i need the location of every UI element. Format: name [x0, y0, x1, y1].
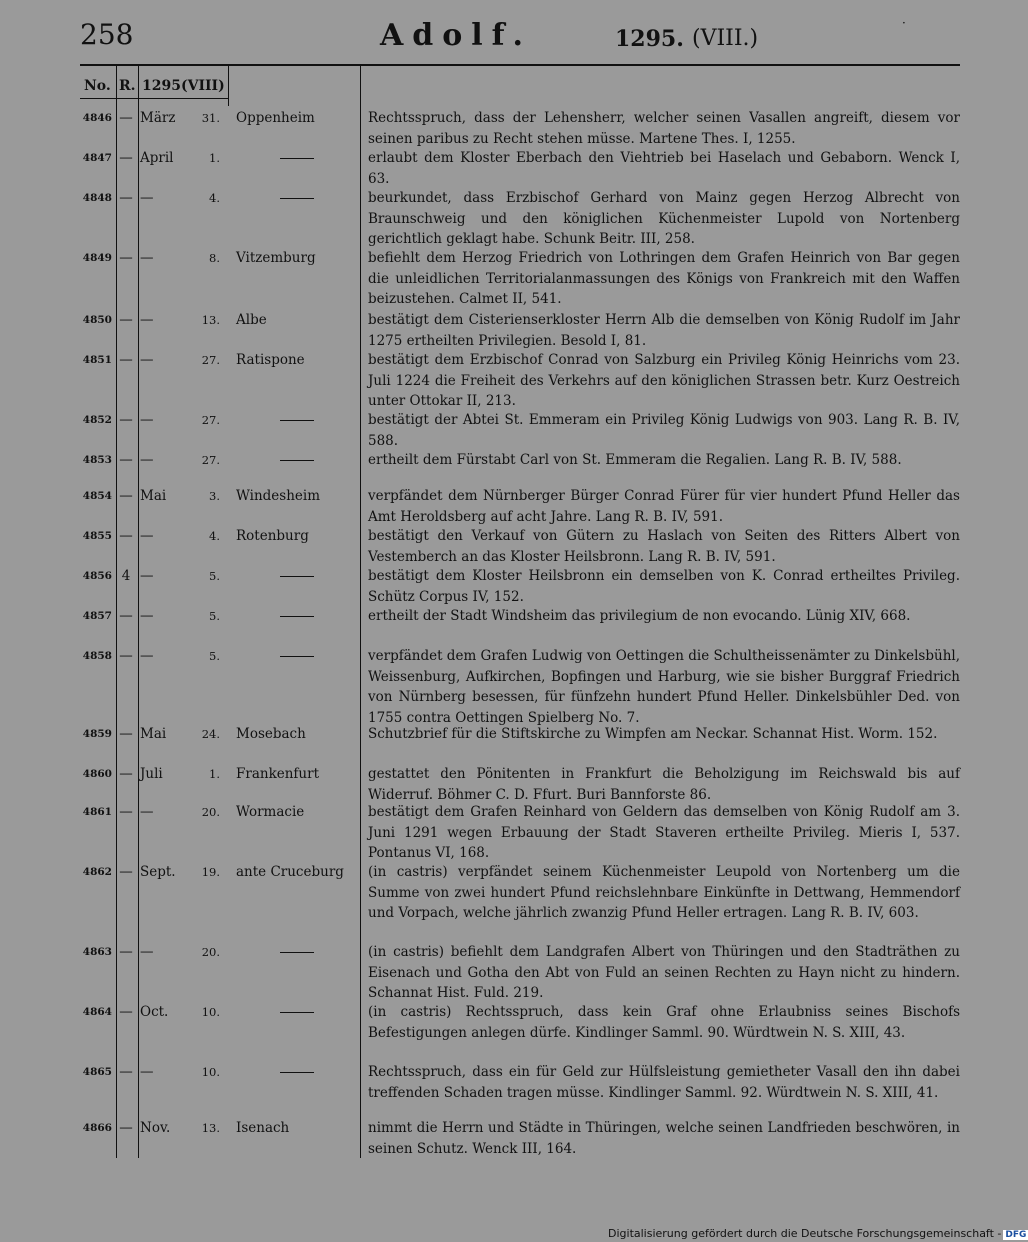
- entry-place: Vitzemburg: [236, 250, 316, 266]
- entry-text: (in castris) verpfändet seinem Küchenmeister Leupold von Nortenberg um die Summe von zwei hundert Pfund reichslehnbare Einkünfte in Dettwang, Hemmendorf und Vorpach, welche jährlich zwanzig Pfund Heller ertragen. Lang R. B. IV, 603.: [368, 864, 960, 921]
- column-header-date: 1295(VIII): [142, 78, 225, 94]
- entry-month: —: [140, 190, 154, 206]
- running-title: Adolf.: [380, 18, 532, 53]
- header-reign: (VIII.): [692, 26, 759, 51]
- regest-entry: [80, 310, 960, 351]
- regest-entry: [80, 248, 960, 310]
- entry-place: Ratispone: [236, 352, 305, 368]
- header-year: 1295.: [615, 26, 684, 52]
- header-dot: ·: [902, 16, 906, 30]
- entry-place: ante Cruceburg: [236, 864, 344, 880]
- page-number: 258: [80, 18, 134, 51]
- column-header-r: R.: [119, 78, 136, 94]
- entry-r-mark: —: [119, 804, 133, 820]
- entry-place-ditto-dash: [280, 1012, 314, 1013]
- entry-number: 4858: [82, 650, 112, 662]
- entry-place-ditto-dash: [280, 952, 314, 953]
- entry-month: April: [140, 150, 174, 166]
- entry-text: ertheilt dem Fürstabt Carl von St. Emmeram die Regalien. Lang R. B. IV, 588.: [368, 452, 902, 468]
- regest-entry: [80, 942, 960, 1004]
- entry-day: 5.: [209, 649, 220, 663]
- entry-month: —: [140, 250, 154, 266]
- regest-entry: [80, 724, 960, 765]
- entry-month: —: [140, 804, 154, 820]
- entry-text: befiehlt dem Herzog Friedrich von Lothringen dem Grafen Heinrich von Bar gegen die unleidlichen Territorialanmassungen des Königs von Frankreich mit den Waffen beizustehen. Calmet II, 541.: [368, 250, 960, 307]
- entry-r-mark: —: [119, 190, 133, 206]
- entry-r-mark: 4: [121, 568, 131, 584]
- entry-number: 4861: [82, 806, 112, 818]
- entry-day: 13.: [201, 1121, 220, 1135]
- entry-month: Mai: [140, 488, 167, 504]
- regest-entry: [80, 1062, 960, 1124]
- entry-day: 24.: [201, 727, 220, 741]
- entry-r-mark: —: [119, 250, 133, 266]
- entry-text: nimmt die Herrn und Städte in Thüringen, welche seinen Landfrieden beschwören, in seinen Schutz. Wenck III, 164.: [368, 1120, 960, 1157]
- footer-text: Digitalisierung gefördert durch die Deutsche Forschungsgemeinschaft -: [608, 1227, 1002, 1240]
- entry-place-ditto-dash: [280, 1072, 314, 1073]
- entry-month: —: [140, 452, 154, 468]
- entry-number: 4852: [82, 414, 112, 426]
- entry-day: 1.: [209, 767, 220, 781]
- entry-number: 4863: [82, 946, 112, 958]
- entry-day: 5.: [209, 609, 220, 623]
- entry-place-ditto-dash: [280, 576, 314, 577]
- regest-entry: [80, 764, 960, 805]
- regest-entry: [80, 486, 960, 527]
- entry-month: —: [140, 568, 154, 584]
- entry-place-ditto-dash: [280, 198, 314, 199]
- regest-entry: [80, 148, 960, 189]
- entry-number: 4866: [82, 1122, 112, 1134]
- entry-number: 4850: [82, 314, 112, 326]
- entry-number: 4859: [82, 728, 112, 740]
- entry-text: verpfändet dem Nürnberger Bürger Conrad Fürer für vier hundert Pfund Heller das Amt Heroldsberg auf acht Jahre. Lang R. B. IV, 591.: [368, 488, 960, 525]
- entry-text: bestätigt der Abtei St. Emmeram ein Privileg König Ludwigs von 903. Lang R. B. IV, 588.: [368, 412, 960, 449]
- entry-number: 4864: [82, 1006, 112, 1018]
- entry-place-ditto-dash: [280, 656, 314, 657]
- entry-day: 4.: [209, 529, 220, 543]
- entry-text: gestattet den Pönitenten in Frankfurt die Beholzigung im Reichswald bis auf Widerruf. Böhmer C. D. Ffurt. Buri Bannforste 86.: [368, 766, 960, 803]
- entry-number: 4854: [82, 490, 112, 502]
- entry-day: 3.: [209, 489, 220, 503]
- entry-place-ditto-dash: [280, 158, 314, 159]
- entry-month: —: [140, 944, 154, 960]
- entry-place-ditto-dash: [280, 616, 314, 617]
- entry-day: 13.: [201, 313, 220, 327]
- entry-month: —: [140, 648, 154, 664]
- entry-r-mark: —: [119, 726, 133, 742]
- entry-r-mark: —: [119, 1120, 133, 1136]
- entry-r-mark: —: [119, 412, 133, 428]
- entry-r-mark: —: [119, 452, 133, 468]
- entry-month: Mai: [140, 726, 167, 742]
- top-rule: [80, 64, 960, 66]
- entry-day: 8.: [209, 251, 220, 265]
- entry-place-ditto-dash: [280, 420, 314, 421]
- entry-text: bestätigt dem Kloster Heilsbronn ein demselben von K. Conrad ertheiltes Privileg. Schütz Corpus IV, 152.: [368, 568, 960, 605]
- entry-place: Albe: [236, 312, 267, 328]
- entry-text: erlaubt dem Kloster Eberbach den Viehtrieb bei Haselach und Gebaborn. Wenck I, 63.: [368, 150, 960, 187]
- entry-day: 10.: [201, 1005, 220, 1019]
- entry-month: —: [140, 528, 154, 544]
- regest-entry: [80, 1118, 960, 1159]
- entry-number: 4857: [82, 610, 112, 622]
- entry-number: 4860: [82, 768, 112, 780]
- regest-entry: [80, 606, 960, 647]
- footer-credit: [608, 1227, 1028, 1240]
- regest-entry: [80, 108, 960, 149]
- entry-text: Schutzbrief für die Stiftskirche zu Wimpfen am Neckar. Schannat Hist. Worm. 152.: [368, 726, 938, 742]
- entry-day: 27.: [201, 353, 220, 367]
- entry-day: 20.: [201, 945, 220, 959]
- regest-entry: [80, 862, 960, 944]
- regest-entry: [80, 566, 960, 607]
- entry-day: 19.: [201, 865, 220, 879]
- entry-day: 31.: [201, 111, 220, 125]
- entry-r-mark: —: [119, 488, 133, 504]
- dfg-logo: DFG: [1005, 1230, 1027, 1240]
- entry-r-mark: —: [119, 312, 133, 328]
- entry-day: 10.: [201, 1065, 220, 1079]
- regest-entry: [80, 350, 960, 412]
- entry-day: 4.: [209, 191, 220, 205]
- entry-text: Rechtsspruch, dass ein für Geld zur Hülfsleistung gemietheter Vasall den ihn dabei treffenden Schaden tragen müsse. Kindlinger Samml. 92. Würdtwein N. S. XIII, 41.: [368, 1064, 960, 1101]
- entry-text: bestätigt dem Grafen Reinhard von Geldern das demselben von König Rudolf am 3. Juni 1291 wegen Erbauung der Stadt Staveren ertheilte Privileg. Mieris I, 537. Pontanus VI, 168.: [368, 804, 960, 861]
- regest-entry: [80, 526, 960, 567]
- regest-entry: [80, 410, 960, 451]
- entry-number: 4849: [82, 252, 112, 264]
- entry-month: —: [140, 352, 154, 368]
- column-header-rule: [80, 98, 228, 99]
- entry-r-mark: —: [119, 1004, 133, 1020]
- entry-place: Frankenfurt: [236, 766, 319, 782]
- entry-text: beurkundet, dass Erzbischof Gerhard von Mainz gegen Herzog Albrecht von Braunschweig und den königlichen Küchenmeister Lupold von Nortenberg gerichtlich geklagt habe. Schunk Beitr. III, 258.: [368, 190, 960, 247]
- entry-number: 4848: [82, 192, 112, 204]
- entry-number: 4847: [82, 152, 112, 164]
- regest-entry: [80, 802, 960, 864]
- entry-month: —: [140, 412, 154, 428]
- entry-r-mark: —: [119, 648, 133, 664]
- entry-text: Rechtsspruch, dass der Lehensherr, welcher seinen Vasallen angreift, diesem vor seinen paribus zu Recht stehen müsse. Martene Thes. I, 1255.: [368, 110, 960, 147]
- entry-text: ertheilt der Stadt Windsheim das privilegium de non evocando. Lünig XIV, 668.: [368, 608, 911, 624]
- entry-number: 4846: [82, 112, 112, 124]
- entry-day: 1.: [209, 151, 220, 165]
- column-header-no: No.: [84, 78, 111, 94]
- entry-month: Nov.: [140, 1120, 171, 1136]
- entry-text: bestätigt den Verkauf von Gütern zu Haslach von Seiten des Ritters Albert von Vestemberch an das Kloster Heilsbronn. Lang R. B. IV, 591.: [368, 528, 960, 565]
- entry-month: Juli: [140, 766, 163, 782]
- entry-month: Sept.: [140, 864, 176, 880]
- entry-r-mark: —: [119, 766, 133, 782]
- entry-number: 4851: [82, 354, 112, 366]
- entry-place: Windesheim: [236, 488, 321, 504]
- entry-place: Mosebach: [236, 726, 306, 742]
- entry-month: Oct.: [140, 1004, 169, 1020]
- entry-text: bestätigt dem Cisterienserkloster Herrn Alb die demselben von König Rudolf im Jahr 1275 ertheilten Privilegien. Besold I, 81.: [368, 312, 960, 349]
- entry-place-ditto-dash: [280, 460, 314, 461]
- entry-month: März: [140, 110, 176, 126]
- entry-day: 5.: [209, 569, 220, 583]
- entry-number: 4865: [82, 1066, 112, 1078]
- entry-r-mark: —: [119, 1064, 133, 1080]
- entry-place: Oppenheim: [236, 110, 315, 126]
- entry-place: Rotenburg: [236, 528, 309, 544]
- entry-text: verpfändet dem Grafen Ludwig von Oettingen die Schultheissenämter zu Dinkelsbühl, Weissenburg, Aufkirchen, Bopfingen und Harburg, wie sie bisher Burggraf Friedrich von Nürnberg besessen, für fünfzehn hundert Pfund Heller. Dinkelsbühler Ded. von 1755 contra Oettingen Spielberg No. 7.: [368, 648, 960, 726]
- entry-place: Wormacie: [236, 804, 305, 820]
- entry-r-mark: —: [119, 944, 133, 960]
- entry-day: 20.: [201, 805, 220, 819]
- entry-text: (in castris) Rechtsspruch, dass kein Graf ohne Erlaubniss seines Bischofs Befestigungen anlegen dürfe. Kindlinger Samml. 90. Würdtwein N. S. XIII, 43.: [368, 1004, 960, 1041]
- entry-r-mark: —: [119, 528, 133, 544]
- regest-entry: [80, 450, 960, 491]
- entry-number: 4862: [82, 866, 112, 878]
- entry-day: 27.: [201, 453, 220, 467]
- column-divider-date: [228, 66, 229, 106]
- entry-text: (in castris) befiehlt dem Landgrafen Albert von Thüringen und den Stadträthen zu Eisenach und Gotha den Abt von Fuld an seinen Rechten zu Hayn nicht zu hindern. Schannat Hist. Fuld. 219.: [368, 944, 960, 1001]
- entry-month: —: [140, 608, 154, 624]
- entry-r-mark: —: [119, 608, 133, 624]
- entry-r-mark: —: [119, 150, 133, 166]
- page-header: [80, 18, 960, 58]
- entry-day: 27.: [201, 413, 220, 427]
- regest-entry: [80, 1002, 960, 1064]
- entry-number: 4855: [82, 530, 112, 542]
- regest-entry: [80, 188, 960, 250]
- entry-r-mark: —: [119, 110, 133, 126]
- entry-place: Isenach: [236, 1120, 290, 1136]
- entry-month: —: [140, 1064, 154, 1080]
- entry-text: bestätigt dem Erzbischof Conrad von Salzburg ein Privileg König Heinrichs vom 23. Juli 1224 die Freiheit des Verkehrs auf den königlichen Strassen betr. Kurz Oestreich unter Ottokar II, 213.: [368, 352, 960, 409]
- entry-number: 4856: [82, 570, 112, 582]
- entry-month: —: [140, 312, 154, 328]
- entry-number: 4853: [82, 454, 112, 466]
- regest-entry: [80, 646, 960, 728]
- entry-r-mark: —: [119, 352, 133, 368]
- entry-r-mark: —: [119, 864, 133, 880]
